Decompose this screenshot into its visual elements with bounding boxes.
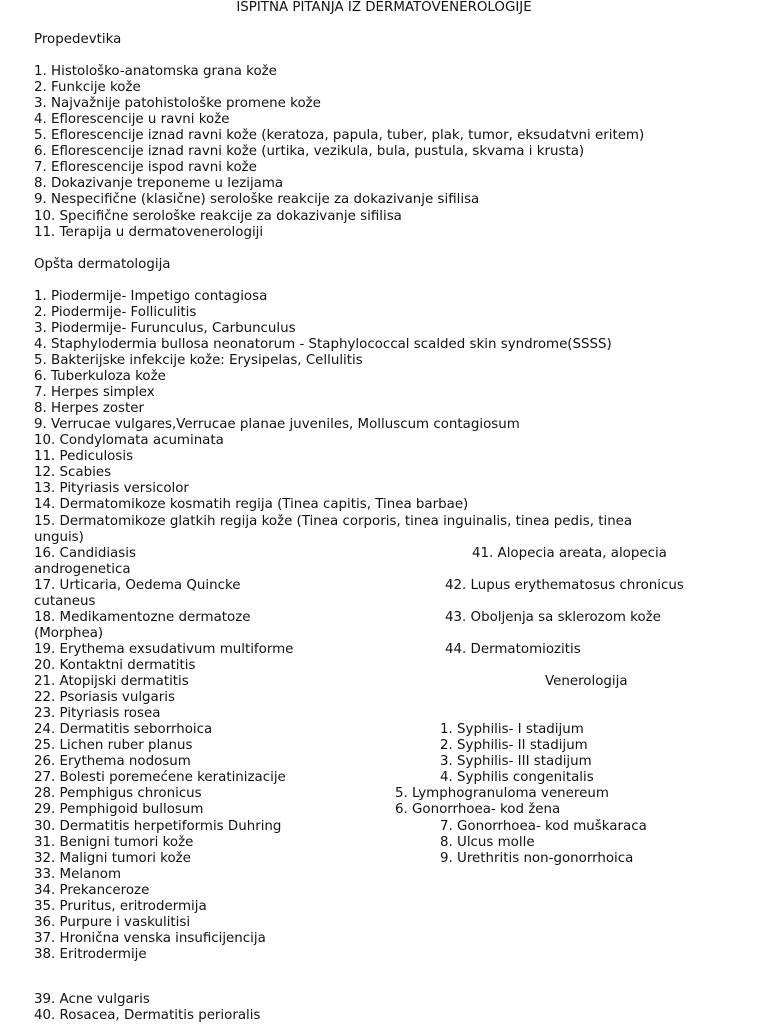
list-item: 20. Kontaktni dermatitis	[34, 658, 196, 673]
list-item: 12. Scabies	[34, 465, 112, 480]
list-item: 2. Funkcije kože	[34, 80, 141, 95]
list-item: androgenetica	[34, 562, 131, 577]
list-item: 4. Eflorescencije u ravni kože	[34, 112, 230, 127]
list-item: 21. Atopijski dermatitis	[34, 674, 189, 689]
list-item: 3. Piodermije- Furunculus, Carbunculus	[34, 321, 296, 336]
list-item: 29. Pemphigoid bullosum	[34, 802, 204, 817]
list-item: 1. Syphilis- I stadijum	[440, 722, 584, 737]
list-item: 10. Condylomata acuminata	[34, 433, 224, 448]
list-item: 19. Erythema exsudativum multiforme	[34, 642, 294, 657]
list-item: 7. Eflorescencije ispod ravni kože	[34, 160, 257, 175]
list-item: 18. Medikamentozne dermatoze	[34, 610, 251, 625]
list-item: 1. Piodermije- Impetigo contagiosa	[34, 289, 268, 304]
list-item: 6. Eflorescencije iznad ravni kože (urtika, vezikula, bula, pustula, skvama i krusta)	[34, 144, 585, 159]
list-item: 36. Purpure i vaskulitisi	[34, 915, 191, 930]
list-item: 8. Herpes zoster	[34, 401, 145, 416]
list-item: 9. Verrucae vulgares,Verrucae planae juveniles, Molluscum contagiosum	[34, 417, 520, 432]
list-item: 3. Najvažnije patohistološke promene kože	[34, 96, 321, 111]
section-heading-propedevtika: Propedevtika	[34, 32, 122, 47]
list-item: 8. Dokazivanje treponeme u lezijama	[34, 176, 284, 191]
list-item: 16. Candidiasis	[34, 546, 136, 561]
list-item: 5. Lymphogranuloma venereum	[395, 786, 609, 801]
list-item: 37. Hronična venska insuficijencija	[34, 931, 266, 946]
list-item: 9. Nespecifične (klasične) serološke reakcije za dokazivanje sifilisa	[34, 192, 480, 207]
document-title: ISPITNA PITANJA IZ DERMATOVENEROLOGIJE	[236, 0, 532, 15]
list-item: 26. Erythema nodosum	[34, 754, 191, 769]
list-item: 5. Bakterijske infekcije kože: Erysipelas, Cellulitis	[34, 353, 363, 368]
list-item: 7. Gonorrhoea- kod muškaraca	[440, 819, 647, 834]
list-item: 6. Gonorrhoea- kod žena	[395, 802, 561, 817]
section-heading-opsta: Opšta dermatologija	[34, 257, 171, 272]
list-item: 32. Maligni tumori kože	[34, 851, 191, 866]
list-item: 3. Syphilis- III stadijum	[440, 754, 592, 769]
list-item: 43. Oboljenja sa sklerozom kože	[445, 610, 661, 625]
list-item: 5. Eflorescencije iznad ravni kože (keratoza, papula, tuber, plak, tumor, eksudatvni eritem)	[34, 128, 645, 143]
list-item: 40. Rosacea, Dermatitis perioralis	[34, 1008, 261, 1023]
list-item: 11. Terapija u dermatovenerologiji	[34, 225, 264, 240]
list-item: 15. Dermatomikoze glatkih regija kože (Tinea corporis, tinea inguinalis, tinea pedis, tinea	[34, 514, 633, 529]
list-item: 28. Pemphigus chronicus	[34, 786, 202, 801]
list-item: 13. Pityriasis versicolor	[34, 481, 189, 496]
list-item: unguis)	[34, 530, 84, 545]
list-item: 10. Specifične serološke reakcije za dokazivanje sifilisa	[34, 209, 402, 224]
list-item: 9. Urethritis non-gonorrhoica	[440, 851, 634, 866]
list-item: 2. Piodermije- Folliculitis	[34, 305, 197, 320]
list-item: 39. Acne vulgaris	[34, 992, 150, 1007]
list-item: (Morphea)	[34, 626, 104, 641]
list-item: 8. Ulcus molle	[440, 835, 535, 850]
list-item: 24. Dermatitis seborrhoica	[34, 722, 213, 737]
list-item: 30. Dermatitis herpetiformis Duhring	[34, 819, 282, 834]
list-item: 25. Lichen ruber planus	[34, 738, 193, 753]
list-item: 41. Alopecia areata, alopecia	[472, 546, 667, 561]
list-item: 33. Melanom	[34, 867, 121, 882]
list-item: 4. Staphylodermia bullosa neonatorum - Staphylococcal scalded skin syndrome(SSSS)	[34, 337, 612, 352]
list-item: 34. Prekanceroze	[34, 883, 150, 898]
list-item: 23. Pityriasis rosea	[34, 706, 161, 721]
list-item: 17. Urticaria, Oedema Quincke	[34, 578, 241, 593]
list-item: 14. Dermatomikoze kosmatih regija (Tinea capitis, Tinea barbae)	[34, 497, 469, 512]
list-item: 11. Pediculosis	[34, 449, 134, 464]
list-item: 1. Histološko-anatomska grаna kože	[34, 64, 277, 79]
list-item: 31. Benigni tumori kože	[34, 835, 194, 850]
list-item: 2. Syphilis- II stadijum	[440, 738, 588, 753]
list-item: 4. Syphilis congenitalis	[440, 770, 594, 785]
list-item: 22. Psoriasis vulgaris	[34, 690, 175, 705]
section-heading-venerologija: Venerologija	[545, 674, 628, 689]
list-item: 42. Lupus erythematosus chronicus	[445, 578, 684, 593]
list-item: 7. Herpes simplex	[34, 385, 155, 400]
list-item: cutaneus	[34, 594, 96, 609]
list-item: 35. Pruritus, eritrodermija	[34, 899, 207, 914]
list-item: 27. Bolesti poremećene keratinizacije	[34, 770, 286, 785]
list-item: 44. Dermatomiozitis	[445, 642, 581, 657]
list-item: 38. Eritrodermije	[34, 947, 147, 962]
list-item: 6. Tuberkuloza kože	[34, 369, 166, 384]
